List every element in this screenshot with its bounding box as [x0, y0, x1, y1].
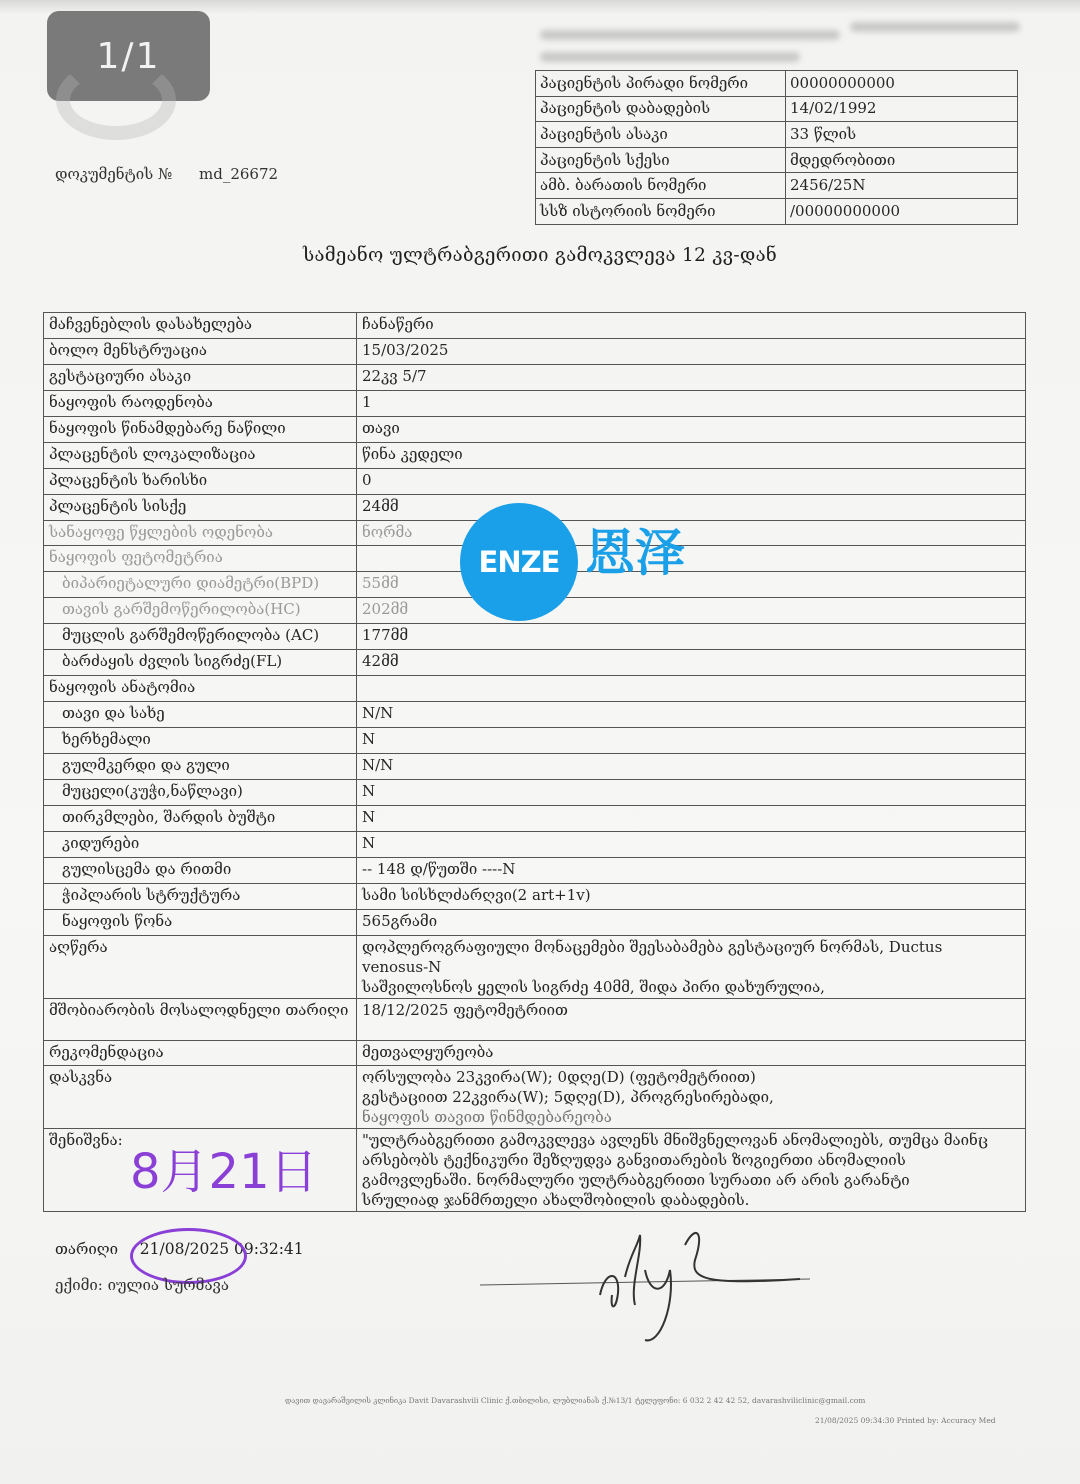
table-row [44, 857, 1026, 883]
exam-field-label: მაჩვენებლის დასახელება [44, 313, 357, 339]
date-value: 21/08/2025 09:32:41 [139, 1240, 304, 1258]
exam-field-label: სანაყოფე წყლების ოდენობა [44, 520, 357, 546]
table-row [44, 831, 1026, 857]
table-row [536, 173, 1018, 199]
redacted-header-line [540, 52, 800, 62]
table-row [44, 313, 1026, 339]
exam-field-value: 565გრამი [357, 909, 1026, 935]
description-label: აღწერა [44, 935, 357, 998]
patient-field-value: მდედრობითი [786, 147, 1018, 173]
exam-field-value: 22კვ 5/7 [357, 364, 1026, 390]
due-date-label: მშობიარობის მოსალოდნელი თარიღი [44, 998, 357, 1040]
table-row [44, 468, 1026, 494]
patient-field-label: ამბ. ბარათის ნომერი [536, 173, 786, 199]
patient-field-value: 33 წლის [786, 122, 1018, 148]
exam-field-value: N [357, 831, 1026, 857]
exam-field-value [357, 676, 1026, 702]
exam-field-label: მუცელი(კუჭი,ნაწლავი) [44, 779, 357, 805]
table-row [44, 1040, 1026, 1066]
exam-field-value: ჩანაწერი [357, 313, 1026, 339]
patient-field-value: 00000000000 [786, 71, 1018, 97]
due-date-value: 18/12/2025 ფეტომეტრიით [357, 998, 1026, 1040]
table-row [536, 122, 1018, 148]
table-row [44, 364, 1026, 390]
patient-field-label: პაციენტის პირადი ნომერი [536, 71, 786, 97]
patient-field-value: 14/02/1992 [786, 96, 1018, 122]
exam-field-value: ნორმა [357, 520, 1026, 546]
exam-field-label: გულმკერდი და გული [44, 753, 357, 779]
exam-field-label: ნაყოფის წინამდებარე ნაწილი [44, 416, 357, 442]
exam-field-label: თირკმლები, შარდის ბუშტი [44, 805, 357, 831]
table-row [44, 416, 1026, 442]
table-row [44, 998, 1026, 1040]
exam-field-label: ბიპარიეტალური დიამეტრი(BPD) [44, 572, 357, 598]
exam-field-label: ბარძაყის ძვლის სიგრძე(FL) [44, 650, 357, 676]
recommendation-label: რეკომენდაცია [44, 1040, 357, 1066]
exam-field-label: პლაცენტის სისქე [44, 494, 357, 520]
exam-field-label: ხერხემალი [44, 728, 357, 754]
exam-field-label: ბოლო მენსტრუაცია [44, 338, 357, 364]
exam-field-label: მუცლის გარშემოწერილობა (AC) [44, 624, 357, 650]
doctor-signature [470, 1215, 830, 1355]
recommendation-value: მეთვალყურეობა [357, 1040, 1026, 1066]
footer-print-info: 21/08/2025 09:34:30 Printed by: Accuracy Med [815, 1416, 996, 1425]
note-value: "ულტრაბგერითი გამოკვლევა ავლენს მნიშვნელოვან ანომალიებს, თუმცა მაინც არსებობს ტექნიკური შეზღუდვა განვითარების ზოგიერთი ანომალიის გამოვლენაში. ნორმალური ულტრაბგერითი სურათი არ არის გარანტი სრულიად ჯანმრთელი ახალშობილის დაბადების. [357, 1129, 1026, 1212]
table-row [44, 338, 1026, 364]
exam-field-value: 177მმ [357, 624, 1026, 650]
exam-field-label: თავი და სახე [44, 702, 357, 728]
exam-field-value: 42მმ [357, 650, 1026, 676]
table-row [536, 147, 1018, 173]
conclusion-value: ორსულობა 23კვირა(W); 0დღე(D) (ფეტომეტრიით) გესტაციით 22კვირა(W); 5დღე(D), პროგრესირებადი, ნაყოფის თავით წინმდებარეობა [357, 1066, 1026, 1129]
exam-field-value: 55მმ [357, 572, 1026, 598]
exam-field-label: ნაყოფის რაოდენობა [44, 390, 357, 416]
patient-field-label: პაციენტის ასაკი [536, 122, 786, 148]
table-row [44, 442, 1026, 468]
table-row [44, 728, 1026, 754]
patient-field-label: სსზ ისტორიის ნომერი [536, 198, 786, 224]
table-row [44, 650, 1026, 676]
report-title: სამეანო ულტრაბგერითი გამოკვლევა 12 კვ-დან [302, 245, 778, 266]
document-number-value: md_26672 [199, 165, 279, 183]
exam-field-value: N/N [357, 702, 1026, 728]
patient-field-label: პაციენტის სქესი [536, 147, 786, 173]
exam-field-value: 24მმ [357, 494, 1026, 520]
exam-field-label: კიდურები [44, 831, 357, 857]
enze-watermark-logo: ENZE [460, 503, 578, 621]
patient-info-table [535, 70, 1018, 225]
exam-field-label: თავის გარშემოწერილობა(HC) [44, 598, 357, 624]
exam-field-value: 1 [357, 390, 1026, 416]
doctor-label: ექიმი: [55, 1276, 103, 1294]
patient-field-value: 2456/25N [786, 173, 1018, 199]
table-row [44, 805, 1026, 831]
description-value: დოპლეროგრაფიული მონაცემები შეესაბამება გესტაციურ ნორმას, Ductus venosus-N საშვილოსნოს ყელის სიგრძე 40მმ, შიდა პირი დახურულია, [357, 935, 1026, 998]
exam-field-label: გულისცემა და რითმი [44, 857, 357, 883]
table-row [44, 753, 1026, 779]
table-row [536, 71, 1018, 97]
page-counter: 1/1 [47, 11, 210, 101]
conclusion-label: დასკვნა [44, 1066, 357, 1129]
redacted-header-line [850, 22, 1020, 32]
clinic-logo-faded [56, 60, 176, 140]
exam-field-value: N/N [357, 753, 1026, 779]
patient-field-value: /00000000000 [786, 198, 1018, 224]
exam-field-label: გესტაციური ასაკი [44, 364, 357, 390]
exam-field-value: თავი [357, 416, 1026, 442]
doctor-signoff [55, 1276, 229, 1294]
exam-field-label: ჭიპლარის სტრუქტურა [44, 883, 357, 909]
exam-field-value: წინა კედელი [357, 442, 1026, 468]
exam-field-value: 15/03/2025 [357, 338, 1026, 364]
document-number-label: დოკუმენტის № [55, 165, 173, 183]
exam-field-label: ნაყოფის ფეტომეტრია [44, 546, 357, 572]
table-row [44, 624, 1026, 650]
footer-clinic-info: დავით დავარაშვილის კლინიკა Davit Davarashvili Clinic ქ.თბილისი, ლუბლიანას ქ.№13/1 ტელეფონი: 6 032 2 42 42 52, davarashviliclinic@gmail.com [285, 1396, 866, 1405]
exam-field-value [357, 546, 1026, 572]
table-row [536, 198, 1018, 224]
doctor-name: იულია სურმავა [107, 1276, 230, 1294]
exam-field-value: 0 [357, 468, 1026, 494]
exam-table [43, 312, 1026, 1212]
exam-field-value: N [357, 779, 1026, 805]
table-row [44, 779, 1026, 805]
exam-field-value: N [357, 728, 1026, 754]
table-row [44, 676, 1026, 702]
handwritten-date-note: 8月21日 [130, 1144, 318, 1200]
exam-field-value: 202მმ [357, 598, 1026, 624]
table-row [44, 390, 1026, 416]
table-row [44, 909, 1026, 935]
exam-field-label: პლაცენტის ლოკალიზაცია [44, 442, 357, 468]
exam-field-value: სამი სისხლძარღვი(2 art+1v) [357, 883, 1026, 909]
exam-field-label: ნაყოფის ანატომია [44, 676, 357, 702]
exam-field-label: ნაყოფის წონა [44, 909, 357, 935]
exam-field-value: N [357, 805, 1026, 831]
table-row [536, 96, 1018, 122]
table-row [44, 883, 1026, 909]
table-row [44, 1066, 1026, 1129]
date-label: თარიღი [55, 1240, 119, 1258]
exam-field-label: პლაცენტის ხარისხი [44, 468, 357, 494]
redacted-header-line [540, 30, 840, 40]
table-row [44, 702, 1026, 728]
document-number [55, 165, 278, 183]
table-row [44, 935, 1026, 998]
note-label: შენიშვნა: [44, 1129, 357, 1212]
exam-field-value: -- 148 დ/წუთში ----N [357, 857, 1026, 883]
patient-field-label: პაციენტის დაბადების [536, 96, 786, 122]
enze-watermark-chinese: 恩泽 [585, 524, 685, 582]
